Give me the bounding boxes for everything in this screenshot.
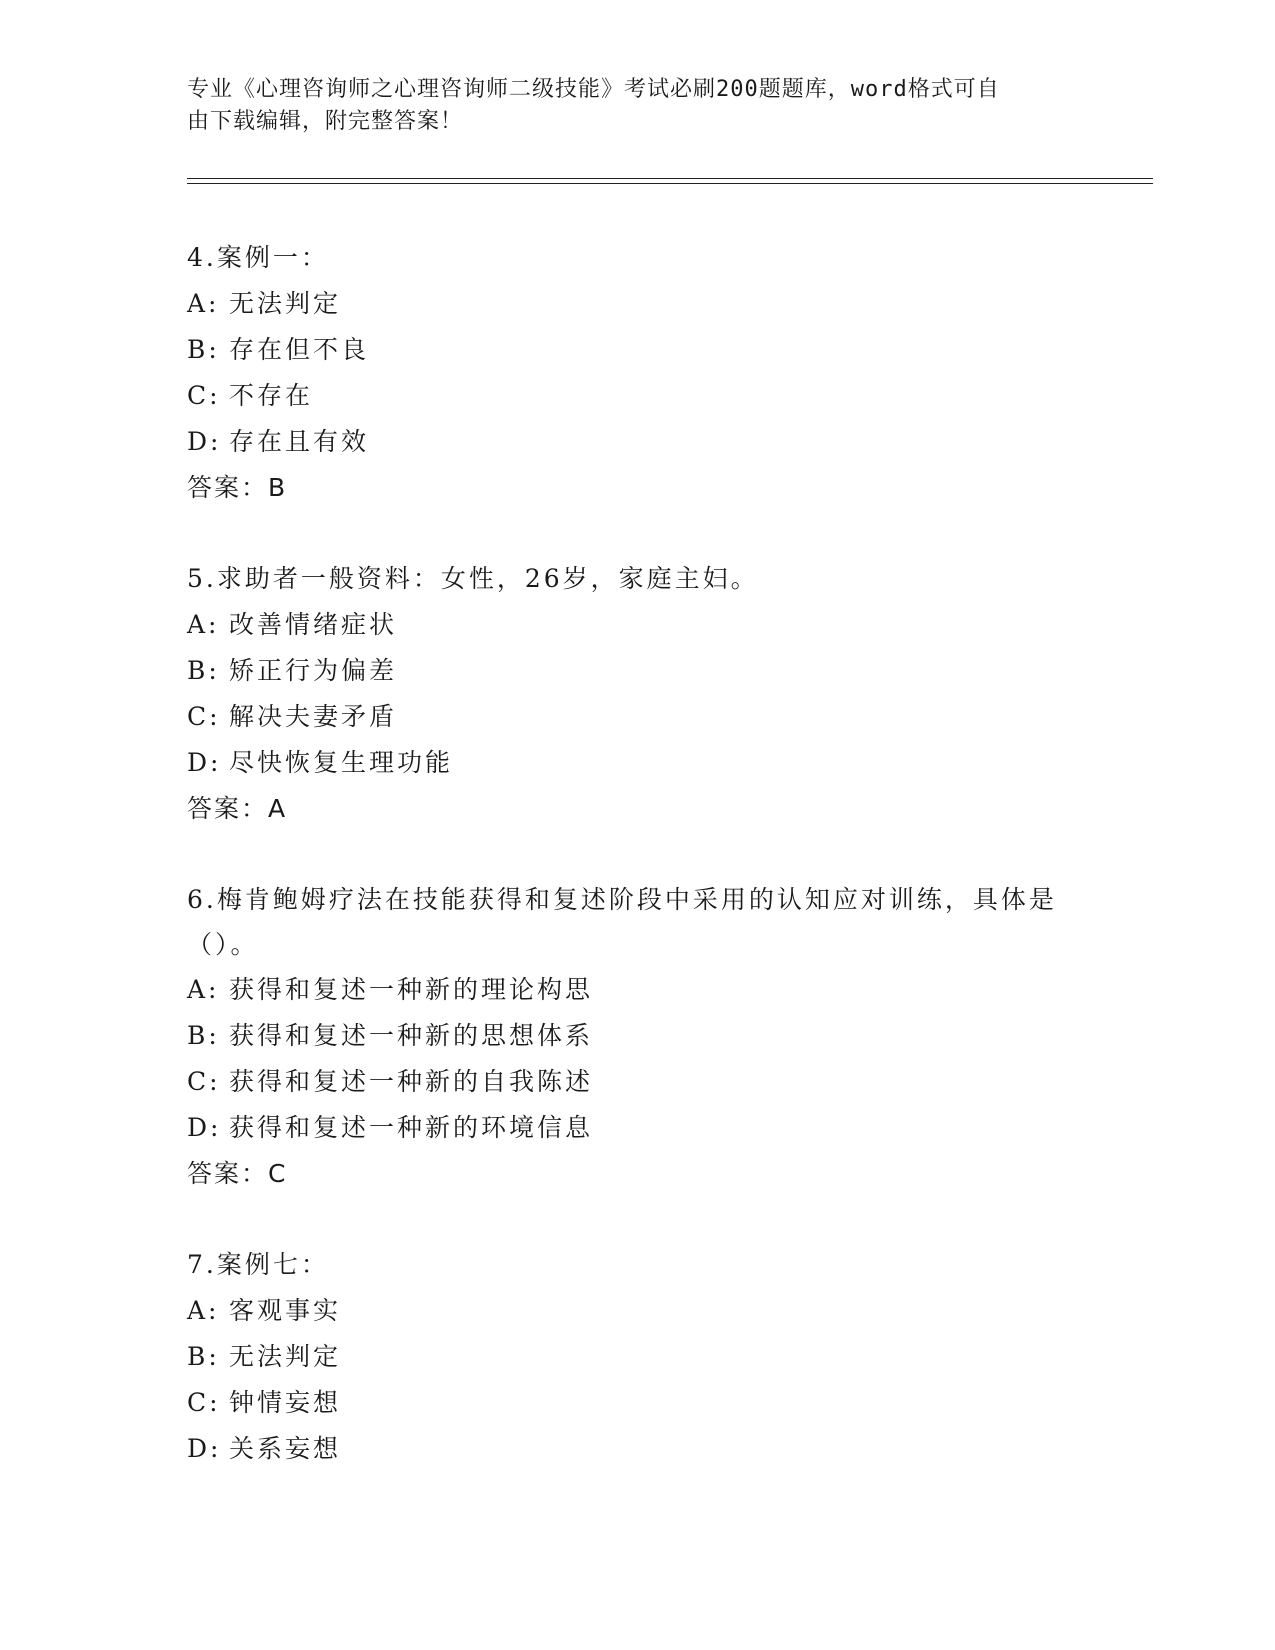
question-stem: 6.梅肯鲍姆疗法在技能获得和复述阶段中采用的认知应对训练，具体是（）。	[187, 885, 1057, 959]
option-a	[187, 602, 1067, 648]
answer-line: 答案：B	[187, 473, 288, 502]
option-d	[187, 419, 1067, 465]
option-text: 客观事实	[229, 1296, 342, 1325]
option-text: 改善情绪症状	[229, 610, 398, 639]
option-letter: C:	[187, 1067, 221, 1096]
document-header	[187, 74, 1067, 138]
option-letter: B:	[187, 335, 220, 364]
option-letter: A:	[187, 289, 220, 318]
option-letter: B:	[187, 656, 220, 685]
option-letter: B:	[187, 1342, 220, 1371]
option-a	[187, 967, 1067, 1013]
question-7	[187, 1242, 1067, 1472]
option-letter: D:	[187, 1434, 222, 1463]
question-5	[187, 556, 1067, 832]
option-text: 存在但不良	[229, 335, 370, 364]
option-text: 获得和复述一种新的理论构思	[229, 975, 594, 1004]
option-d	[187, 1105, 1067, 1151]
question-4	[187, 235, 1067, 511]
option-a	[187, 281, 1067, 327]
option-c	[187, 373, 1067, 419]
answer-line: 答案：C	[187, 1159, 288, 1188]
option-c	[187, 694, 1067, 740]
option-text: 无法判定	[229, 289, 342, 318]
option-text: 不存在	[229, 381, 314, 410]
option-b	[187, 648, 1067, 694]
question-stem: 5.求助者一般资料：女性，26岁，家庭主妇。	[187, 564, 759, 593]
option-c	[187, 1059, 1067, 1105]
option-d	[187, 740, 1067, 786]
option-letter: C:	[187, 1388, 221, 1417]
option-b	[187, 327, 1067, 373]
option-letter: C:	[187, 702, 221, 731]
option-letter: D:	[187, 748, 222, 777]
option-d	[187, 1426, 1067, 1472]
option-text: 获得和复述一种新的自我陈述	[229, 1067, 594, 1096]
option-letter: A:	[187, 975, 220, 1004]
option-b	[187, 1013, 1067, 1059]
option-a	[187, 1288, 1067, 1334]
option-letter: A:	[187, 1296, 220, 1325]
option-b	[187, 1334, 1067, 1380]
option-text: 钟情妄想	[229, 1388, 342, 1417]
header-title-line-2: 由下载编辑，附完整答案！	[187, 109, 464, 134]
option-text: 获得和复述一种新的环境信息	[229, 1113, 594, 1142]
option-c	[187, 1380, 1067, 1426]
option-text: 获得和复述一种新的思想体系	[229, 1021, 594, 1050]
option-letter: A:	[187, 610, 220, 639]
option-text: 无法判定	[229, 1342, 342, 1371]
question-list	[187, 235, 1067, 1517]
question-6	[187, 877, 1067, 1197]
option-letter: D:	[187, 1113, 222, 1142]
option-text: 关系妄想	[229, 1434, 342, 1463]
option-letter: B:	[187, 1021, 220, 1050]
question-stem: 7.案例七：	[187, 1250, 329, 1279]
option-letter: C:	[187, 381, 221, 410]
option-letter: D:	[187, 427, 222, 456]
answer-line: 答案：A	[187, 794, 288, 823]
option-text: 矫正行为偏差	[229, 656, 398, 685]
option-text: 尽快恢复生理功能	[229, 748, 454, 777]
header-title-line-1: 专业《心理咨询师之心理咨询师二级技能》考试必刷200题题库，word格式可自	[187, 77, 1000, 102]
header-divider-bottom	[187, 183, 1153, 184]
header-divider-top	[187, 178, 1153, 179]
question-stem: 4.案例一：	[187, 243, 329, 272]
option-text: 解决夫妻矛盾	[229, 702, 398, 731]
option-text: 存在且有效	[229, 427, 370, 456]
